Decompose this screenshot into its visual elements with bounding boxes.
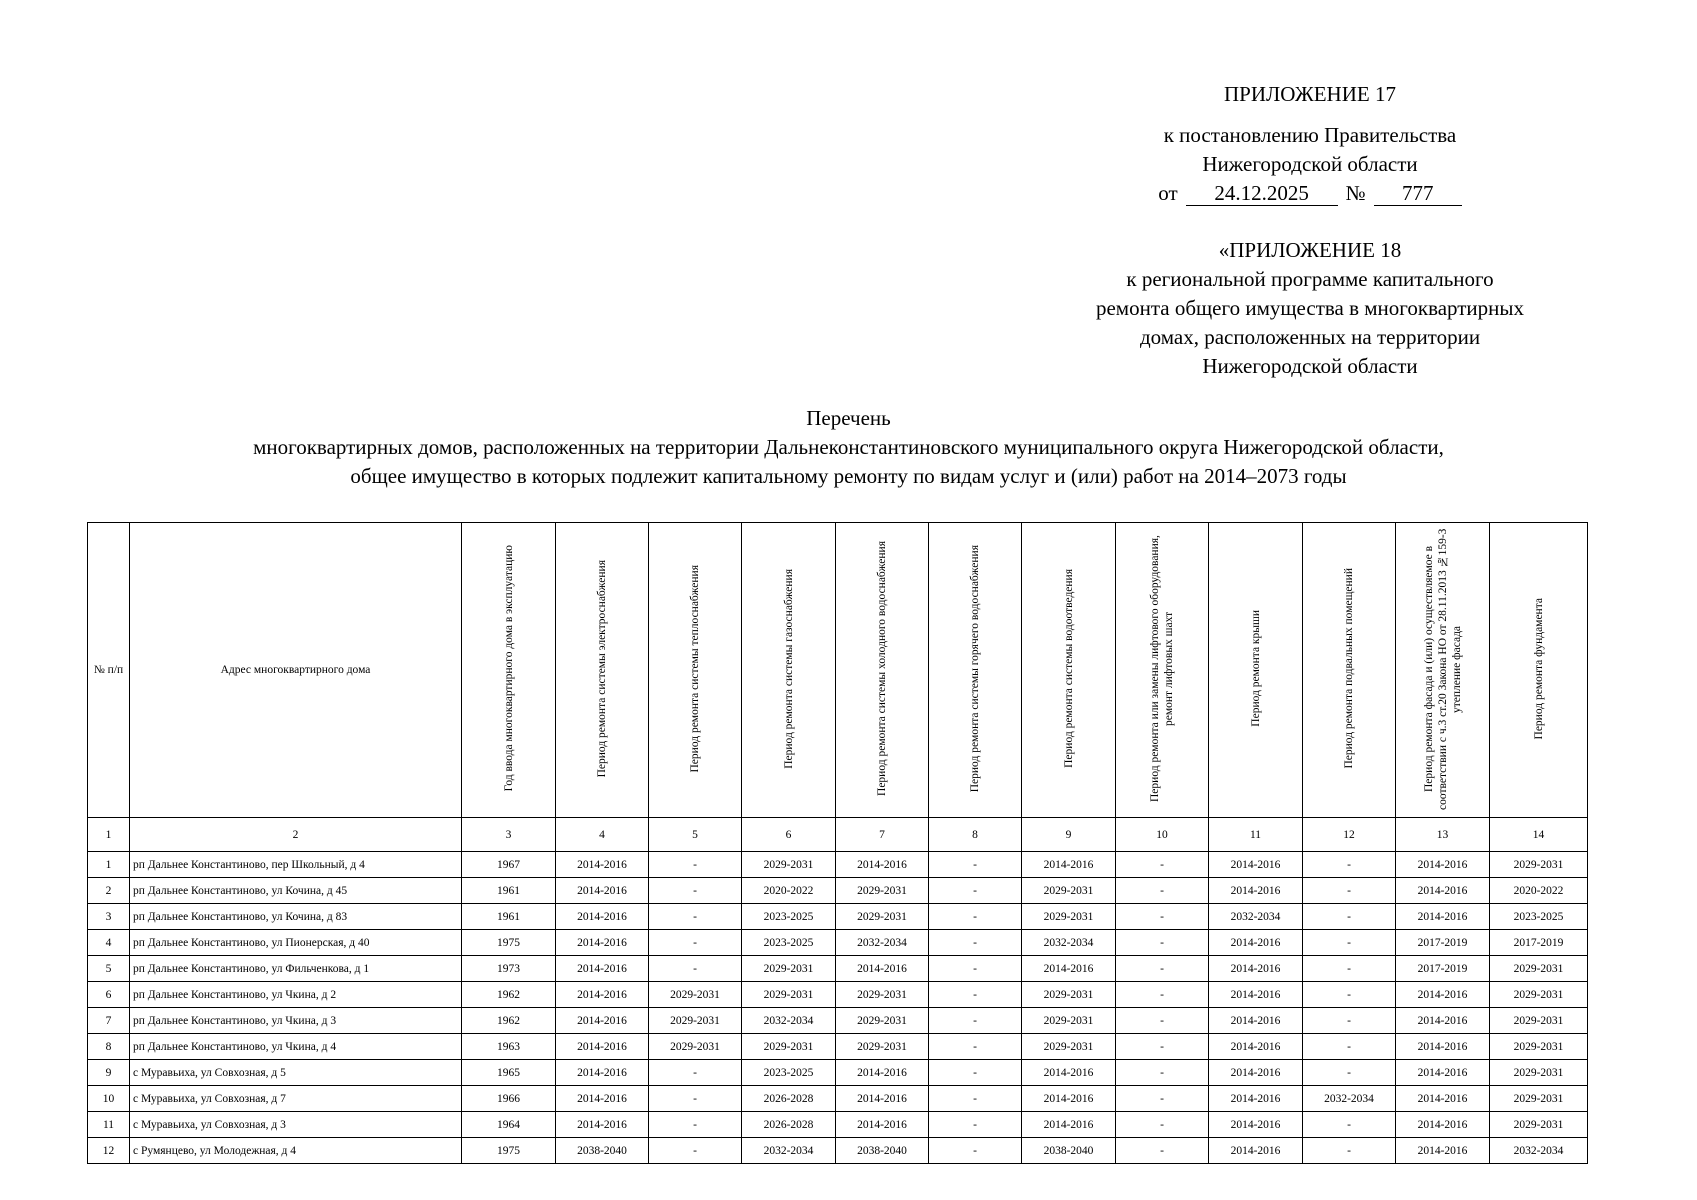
header-facade: Период ремонта фасада и (или) осуществляемое в соответствии с ч.3 ст.20 Закона НО от 28.11.2013 №159-З утепление фасада [1396,523,1490,818]
address-cell: рп Дальнее Константиново, ул Фильченкова, д 1 [130,956,462,982]
table-cell: 9 [88,1060,130,1086]
table-row [88,956,1588,982]
table-cell: 2014-2016 [556,930,649,956]
table-cell: - [649,852,742,878]
table-cell: 2014-2016 [1022,956,1116,982]
appendix-18-title: «ПРИЛОЖЕНИЕ 18 [1218,238,1402,262]
table-cell: 2029-2031 [742,956,836,982]
address-cell: с Муравьиха, ул Совхозная, д 3 [130,1112,462,1138]
table-cell: 2017-2019 [1396,930,1490,956]
table-cell: 2014-2016 [1396,1008,1490,1034]
table-cell: 2014-2016 [1209,1008,1303,1034]
table-cell: 2029-2031 [1022,878,1116,904]
table-cell: 2014-2016 [1396,904,1490,930]
table-cell: - [1303,956,1396,982]
table-cell: 2014-2016 [1022,852,1116,878]
table-cell: 2014-2016 [1396,878,1490,904]
column-number: 14 [1490,818,1588,852]
table-cell: 2014-2016 [1209,1034,1303,1060]
column-number: 4 [556,818,649,852]
table-cell: - [929,1138,1022,1164]
table-cell: 2029-2031 [742,1034,836,1060]
table-cell: - [1303,1060,1396,1086]
table-cell: - [1303,930,1396,956]
table-cell: - [1303,982,1396,1008]
table-cell: 1965 [462,1060,556,1086]
table-row [88,852,1588,878]
appendix-18-line-3: домах, расположенных на территории [1139,325,1481,349]
table-cell: 2014-2016 [1396,852,1490,878]
appendix-17-block [1040,80,1580,208]
table-cell: - [1116,904,1209,930]
address-cell: рп Дальнее Константиново, ул Чкина, д 3 [130,1008,462,1034]
table-cell: 2014-2016 [1209,1138,1303,1164]
table-cell: 2014-2016 [1209,1086,1303,1112]
table-body [88,852,1588,1164]
number-label: № [1345,181,1366,205]
table-cell: 4 [88,930,130,956]
table-cell: 2029-2031 [836,1034,929,1060]
table-cell: - [1303,878,1396,904]
table-cell: 2023-2025 [742,930,836,956]
column-number-row [88,818,1588,852]
table-cell: 2014-2016 [1396,1060,1490,1086]
table-cell: - [1303,1034,1396,1060]
table-cell: 1962 [462,1008,556,1034]
table-cell: 2029-2031 [1490,852,1588,878]
column-number: 8 [929,818,1022,852]
table-cell: 2 [88,878,130,904]
appendix-18-block [1040,236,1580,381]
appendix-18-line-2: ремонта общего имущества в многоквартирных [1095,296,1525,320]
heading-line-2: многоквартирных домов, расположенных на территории Дальнеконстантиновского муниципального округа Нижегородской области, [253,435,1444,459]
table-cell: 1962 [462,982,556,1008]
table-cell: 2014-2016 [1022,1112,1116,1138]
column-number: 3 [462,818,556,852]
table-cell: - [929,1112,1022,1138]
table-cell: 2020-2022 [742,878,836,904]
appendix-18-line-1: к региональной программе капитального [1126,267,1494,291]
table-cell: 2029-2031 [742,982,836,1008]
table-cell: - [649,878,742,904]
table-cell: 2023-2025 [1490,904,1588,930]
address-cell: рп Дальнее Константиново, ул Пионерская, д 40 [130,930,462,956]
table-cell: 1975 [462,930,556,956]
table-cell: 2014-2016 [556,904,649,930]
table-cell: 2029-2031 [649,1034,742,1060]
header-heating: Период ремонта системы теплоснабжения [649,523,742,818]
table-cell: 11 [88,1112,130,1138]
table-cell: 7 [88,1008,130,1034]
table-cell: 2014-2016 [556,1008,649,1034]
table-cell: 2014-2016 [1022,1086,1116,1112]
table-cell: 2014-2016 [1396,1112,1490,1138]
table-cell: 2029-2031 [1490,1060,1588,1086]
table-cell: 2038-2040 [556,1138,649,1164]
table-cell: 2029-2031 [1022,1008,1116,1034]
table-cell: 10 [88,1086,130,1112]
table-cell: - [929,930,1022,956]
table-row [88,930,1588,956]
column-number: 12 [1303,818,1396,852]
appendix-17-line-2: Нижегородской области [1202,152,1418,176]
table-cell: 8 [88,1034,130,1060]
table-cell: 2029-2031 [836,982,929,1008]
table-cell: 2029-2031 [836,1008,929,1034]
table-cell: - [1116,1060,1209,1086]
table-cell: 2014-2016 [1209,956,1303,982]
address-cell: с Румянцево, ул Молодежная, д 4 [130,1138,462,1164]
table-cell: - [1116,956,1209,982]
column-number: 6 [742,818,836,852]
table-cell: - [929,982,1022,1008]
table-cell: 2017-2019 [1490,930,1588,956]
header-foundation: Период ремонта фундамента [1490,523,1588,818]
table-cell: - [649,904,742,930]
table-cell: - [929,904,1022,930]
table-row [88,878,1588,904]
table-cell: 2029-2031 [836,878,929,904]
table-cell: - [1116,852,1209,878]
table-cell: 2014-2016 [836,1060,929,1086]
table-cell: 2029-2031 [1490,1112,1588,1138]
table-cell: - [1303,1008,1396,1034]
table-cell: 12 [88,1138,130,1164]
table-cell: 2029-2031 [1022,982,1116,1008]
table-cell: 2029-2031 [742,852,836,878]
table-cell: - [649,1112,742,1138]
table-row [88,1112,1588,1138]
table-cell: 2029-2031 [1490,956,1588,982]
table-cell: 2029-2031 [1022,1034,1116,1060]
table-cell: 2029-2031 [649,1008,742,1034]
table-row [88,1034,1588,1060]
table-cell: - [1116,1008,1209,1034]
table-cell: - [1116,1034,1209,1060]
table-cell: - [929,1060,1022,1086]
table-cell: 2029-2031 [836,904,929,930]
header-cold-water: Период ремонта системы холодного водоснабжения [836,523,929,818]
table-row [88,1008,1588,1034]
table-cell: 2020-2022 [1490,878,1588,904]
table-cell: 2032-2034 [1022,930,1116,956]
table-cell: 2014-2016 [1209,982,1303,1008]
address-cell: рп Дальнее Константиново, ул Кочина, д 83 [130,904,462,930]
table-header-row [88,523,1588,818]
table-cell: 1975 [462,1138,556,1164]
table-cell: 2014-2016 [1022,1060,1116,1086]
table-cell: 2032-2034 [1490,1138,1588,1164]
table-cell: 2014-2016 [1209,878,1303,904]
table-cell: - [1303,852,1396,878]
table-cell: - [1116,930,1209,956]
resolution-number: 777 [1374,181,1462,206]
appendix-17-title: ПРИЛОЖЕНИЕ 17 [1224,82,1396,106]
table-cell: 2029-2031 [1490,1034,1588,1060]
table-cell: 5 [88,956,130,982]
from-label: от [1158,181,1178,205]
table-cell: 2026-2028 [742,1112,836,1138]
table-cell: 2029-2031 [1490,982,1588,1008]
address-cell: с Муравьиха, ул Совхозная, д 7 [130,1086,462,1112]
document-heading [0,404,1697,491]
column-number: 1 [88,818,130,852]
table-cell: 2029-2031 [649,982,742,1008]
table-cell: - [1116,1112,1209,1138]
address-cell: рп Дальнее Константиново, ул Чкина, д 2 [130,982,462,1008]
table-cell: 2038-2040 [836,1138,929,1164]
table-cell: 6 [88,982,130,1008]
table-cell: 1967 [462,852,556,878]
table-cell: 2014-2016 [556,1112,649,1138]
header-gas: Период ремонта системы газоснабжения [742,523,836,818]
table-cell: 1 [88,852,130,878]
table-cell: - [649,1138,742,1164]
address-cell: с Муравьиха, ул Совхозная, д 5 [130,1060,462,1086]
table-cell: - [1116,1086,1209,1112]
table-cell: - [1116,982,1209,1008]
table-cell: - [929,956,1022,982]
table-cell: - [1116,1138,1209,1164]
table-cell: - [929,852,1022,878]
table-cell: 2014-2016 [1396,1086,1490,1112]
address-cell: рп Дальнее Константиново, пер Школьный, д 4 [130,852,462,878]
table-cell: 2014-2016 [836,1086,929,1112]
table-cell: - [1303,904,1396,930]
table-cell: 2014-2016 [1209,1112,1303,1138]
table-cell: 2032-2034 [836,930,929,956]
table-cell: 1964 [462,1112,556,1138]
table-row [88,904,1588,930]
table-cell: 2014-2016 [1396,1034,1490,1060]
table-cell: 2014-2016 [556,878,649,904]
table-cell: 2014-2016 [836,852,929,878]
table-cell: - [1116,878,1209,904]
column-number: 5 [649,818,742,852]
appendix-18-line-4: Нижегородской области [1202,354,1418,378]
table-cell: - [649,956,742,982]
column-number: 2 [130,818,462,852]
table-row [88,1086,1588,1112]
table-cell: 2032-2034 [742,1138,836,1164]
appendix-17-line-1: к постановлению Правительства [1163,123,1457,147]
table-cell: 1966 [462,1086,556,1112]
table-cell: 2014-2016 [556,852,649,878]
table-row [88,1060,1588,1086]
table-cell: 2014-2016 [556,982,649,1008]
table-cell: 2029-2031 [1490,1008,1588,1034]
table-cell: 2014-2016 [836,1112,929,1138]
buildings-table [87,522,1588,1164]
table-cell: 2032-2034 [1209,904,1303,930]
header-elevator: Период ремонта или замены лифтового оборудования, ремонт лифтовых шахт [1116,523,1209,818]
table-cell: 2038-2040 [1022,1138,1116,1164]
table-cell: 2032-2034 [1303,1086,1396,1112]
table-cell: 2014-2016 [1396,982,1490,1008]
table-cell: 2014-2016 [1396,1138,1490,1164]
table-cell: - [929,878,1022,904]
table-cell: 1961 [462,904,556,930]
heading-line-1: Перечень [806,406,891,430]
table-cell: 2014-2016 [556,956,649,982]
table-cell: 3 [88,904,130,930]
resolution-date-line [1040,179,1580,208]
table-cell: 2029-2031 [1490,1086,1588,1112]
table-cell: 2023-2025 [742,1060,836,1086]
table-cell: 1961 [462,878,556,904]
column-number: 7 [836,818,929,852]
header-year: Год ввода многоквартирного дома в эксплуатацию [462,523,556,818]
address-cell: рп Дальнее Константиново, ул Чкина, д 4 [130,1034,462,1060]
address-cell: рп Дальнее Константиново, ул Кочина, д 45 [130,878,462,904]
column-number: 9 [1022,818,1116,852]
header-number: № п/п [88,523,130,818]
table-cell: 2029-2031 [1022,904,1116,930]
table-cell: 2014-2016 [836,956,929,982]
table-cell: - [929,1008,1022,1034]
table-cell: 2014-2016 [556,1086,649,1112]
table-cell: 1973 [462,956,556,982]
header-address: Адрес многоквартирного дома [130,523,462,818]
resolution-date: 24.12.2025 [1186,181,1338,206]
table-cell: 2023-2025 [742,904,836,930]
table-cell: 2014-2016 [1209,930,1303,956]
column-number: 10 [1116,818,1209,852]
header-sewerage: Период ремонта системы водоотведения [1022,523,1116,818]
table-cell: - [1303,1112,1396,1138]
table-row [88,982,1588,1008]
table-cell: 2014-2016 [556,1034,649,1060]
header-hot-water: Период ремонта системы горячего водоснабжения [929,523,1022,818]
heading-line-3: общее имущество в которых подлежит капитальному ремонту по видам услуг и (или) работ на 2014–2073 годы [350,464,1347,488]
header-electric: Период ремонта системы электроснабжения [556,523,649,818]
table-cell: 2032-2034 [742,1008,836,1034]
table-cell: - [649,1060,742,1086]
header-roof: Период ремонта крыши [1209,523,1303,818]
column-number: 11 [1209,818,1303,852]
table-cell: - [929,1086,1022,1112]
table-cell: 1963 [462,1034,556,1060]
header-basement: Период ремонта подвальных помещений [1303,523,1396,818]
table-cell: 2026-2028 [742,1086,836,1112]
table-row [88,1138,1588,1164]
table-cell: 2017-2019 [1396,956,1490,982]
table-cell: - [1303,1138,1396,1164]
table-cell: 2014-2016 [1209,852,1303,878]
table-cell: 2014-2016 [556,1060,649,1086]
table-cell: - [929,1034,1022,1060]
table-cell: - [649,930,742,956]
column-number: 13 [1396,818,1490,852]
table-cell: - [649,1086,742,1112]
table-cell: 2014-2016 [1209,1060,1303,1086]
